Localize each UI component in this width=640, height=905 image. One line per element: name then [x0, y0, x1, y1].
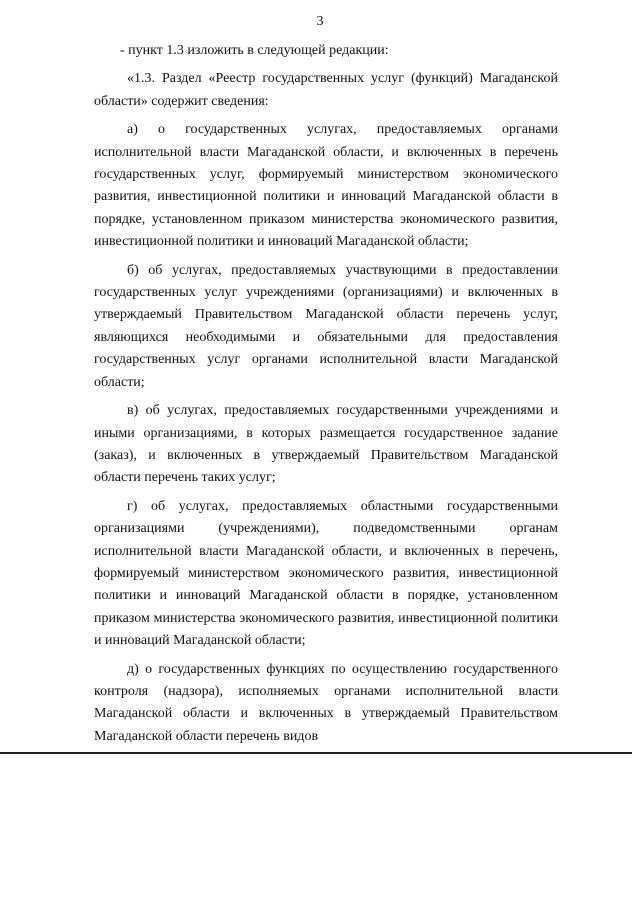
paragraph-item-a: а) о государственных услугах, предоставляемых органами исполнительной власти Магаданской области, и включенных в перечень государственных услуг, формируемый министерством экономического развития, инвестиционной политики и инноваций Магаданской области в порядке, установленном приказом министерства экономического развития, инвестиционной политики и инноваций Магаданской области; [94, 122, 558, 250]
paragraph-item-b: б) об услугах, предоставляемых участвующими в предоставлении государственных услуг учреждениями (организациями) и включенных в утверждаемый Правительством Магаданской области перечень услуг, являющихся необходимыми и обязательными для предоставления государственных услуг органами исполнительной власти Магаданской области; [94, 262, 558, 390]
paragraph-item-v: в) об услугах, предоставляемых государственными учреждениями и иными организациями, в которых размещается государственное задание (заказ), и включенных в утверждаемый Правительством Магаданской области перечень таких услуг; [94, 403, 558, 486]
paragraph-item-d: д) о государственных функциях по осуществлению государственного контроля (надзора), исполняемых органами исполнительной власти Магаданской области и включенных в утверждаемый Правительством Магаданской области перечень видов [94, 661, 558, 744]
bottom-divider [0, 752, 632, 754]
paragraph-item-g: г) об услугах, предоставляемых областными государственными организациями (учреждениями), подведомственными органам исполнительной власти Магаданской области, и включенных в перечень, формируемый министерством экономического развития, инвестиционной политики и инноваций Магаданской области в порядке, установленном приказом министерства экономического развития, инвестиционной политики и инноваций Магаданской области; [94, 498, 558, 649]
page-number: 3 [316, 14, 324, 29]
document-body [94, 40, 558, 748]
paragraph-intro: - пункт 1.3 изложить в следующей редакции: [120, 43, 389, 58]
paragraph-section-1-3: «1.3. Раздел «Реестр государственных услуг (функций) Магаданской области» содержит сведения: [94, 71, 558, 109]
